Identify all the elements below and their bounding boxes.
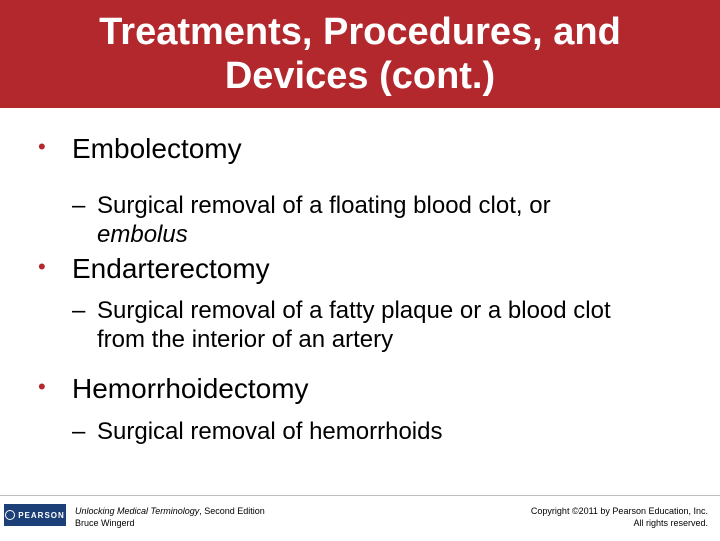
rights-text: All rights reserved. — [633, 518, 708, 528]
book-author: Bruce Wingerd — [75, 518, 135, 528]
bullet-term: Embolectomy — [72, 133, 242, 164]
slide-footer — [0, 495, 720, 541]
bullet-term: Hemorrhoidectomy — [72, 373, 309, 404]
bullet-description: Surgical removal of hemorrhoids — [97, 418, 443, 445]
copyright-text: Copyright ©2011 by Pearson Education, Inc. — [530, 506, 708, 516]
book-title: Unlocking Medical Terminology — [75, 506, 200, 516]
book-edition: , Second Edition — [199, 506, 265, 516]
dash-icon: – — [72, 297, 86, 324]
pearson-logo — [4, 504, 66, 526]
bullet-term: Endarterectomy — [72, 253, 270, 284]
footer-book-info — [75, 505, 265, 529]
dash-icon: – — [72, 418, 86, 445]
title-bar — [0, 0, 720, 108]
description-text: Surgical removal of a floating blood clot, or — [97, 192, 551, 219]
bullet-description — [97, 191, 697, 249]
pearson-logo-icon — [5, 510, 15, 520]
dash-icon: – — [72, 192, 86, 219]
bullet-icon: • — [38, 134, 46, 159]
bullet-icon: • — [38, 254, 46, 279]
bullet-icon: • — [38, 374, 46, 399]
description-italic: embolus — [97, 221, 188, 248]
logo-text: PEARSON — [18, 510, 65, 520]
footer-copyright — [531, 505, 708, 529]
slide-title: Treatments, Procedures, and Devices (cont.) — [99, 11, 621, 97]
bullet-description: Surgical removal of a fatty plaque or a blood clot from the interior of an artery — [97, 297, 611, 353]
